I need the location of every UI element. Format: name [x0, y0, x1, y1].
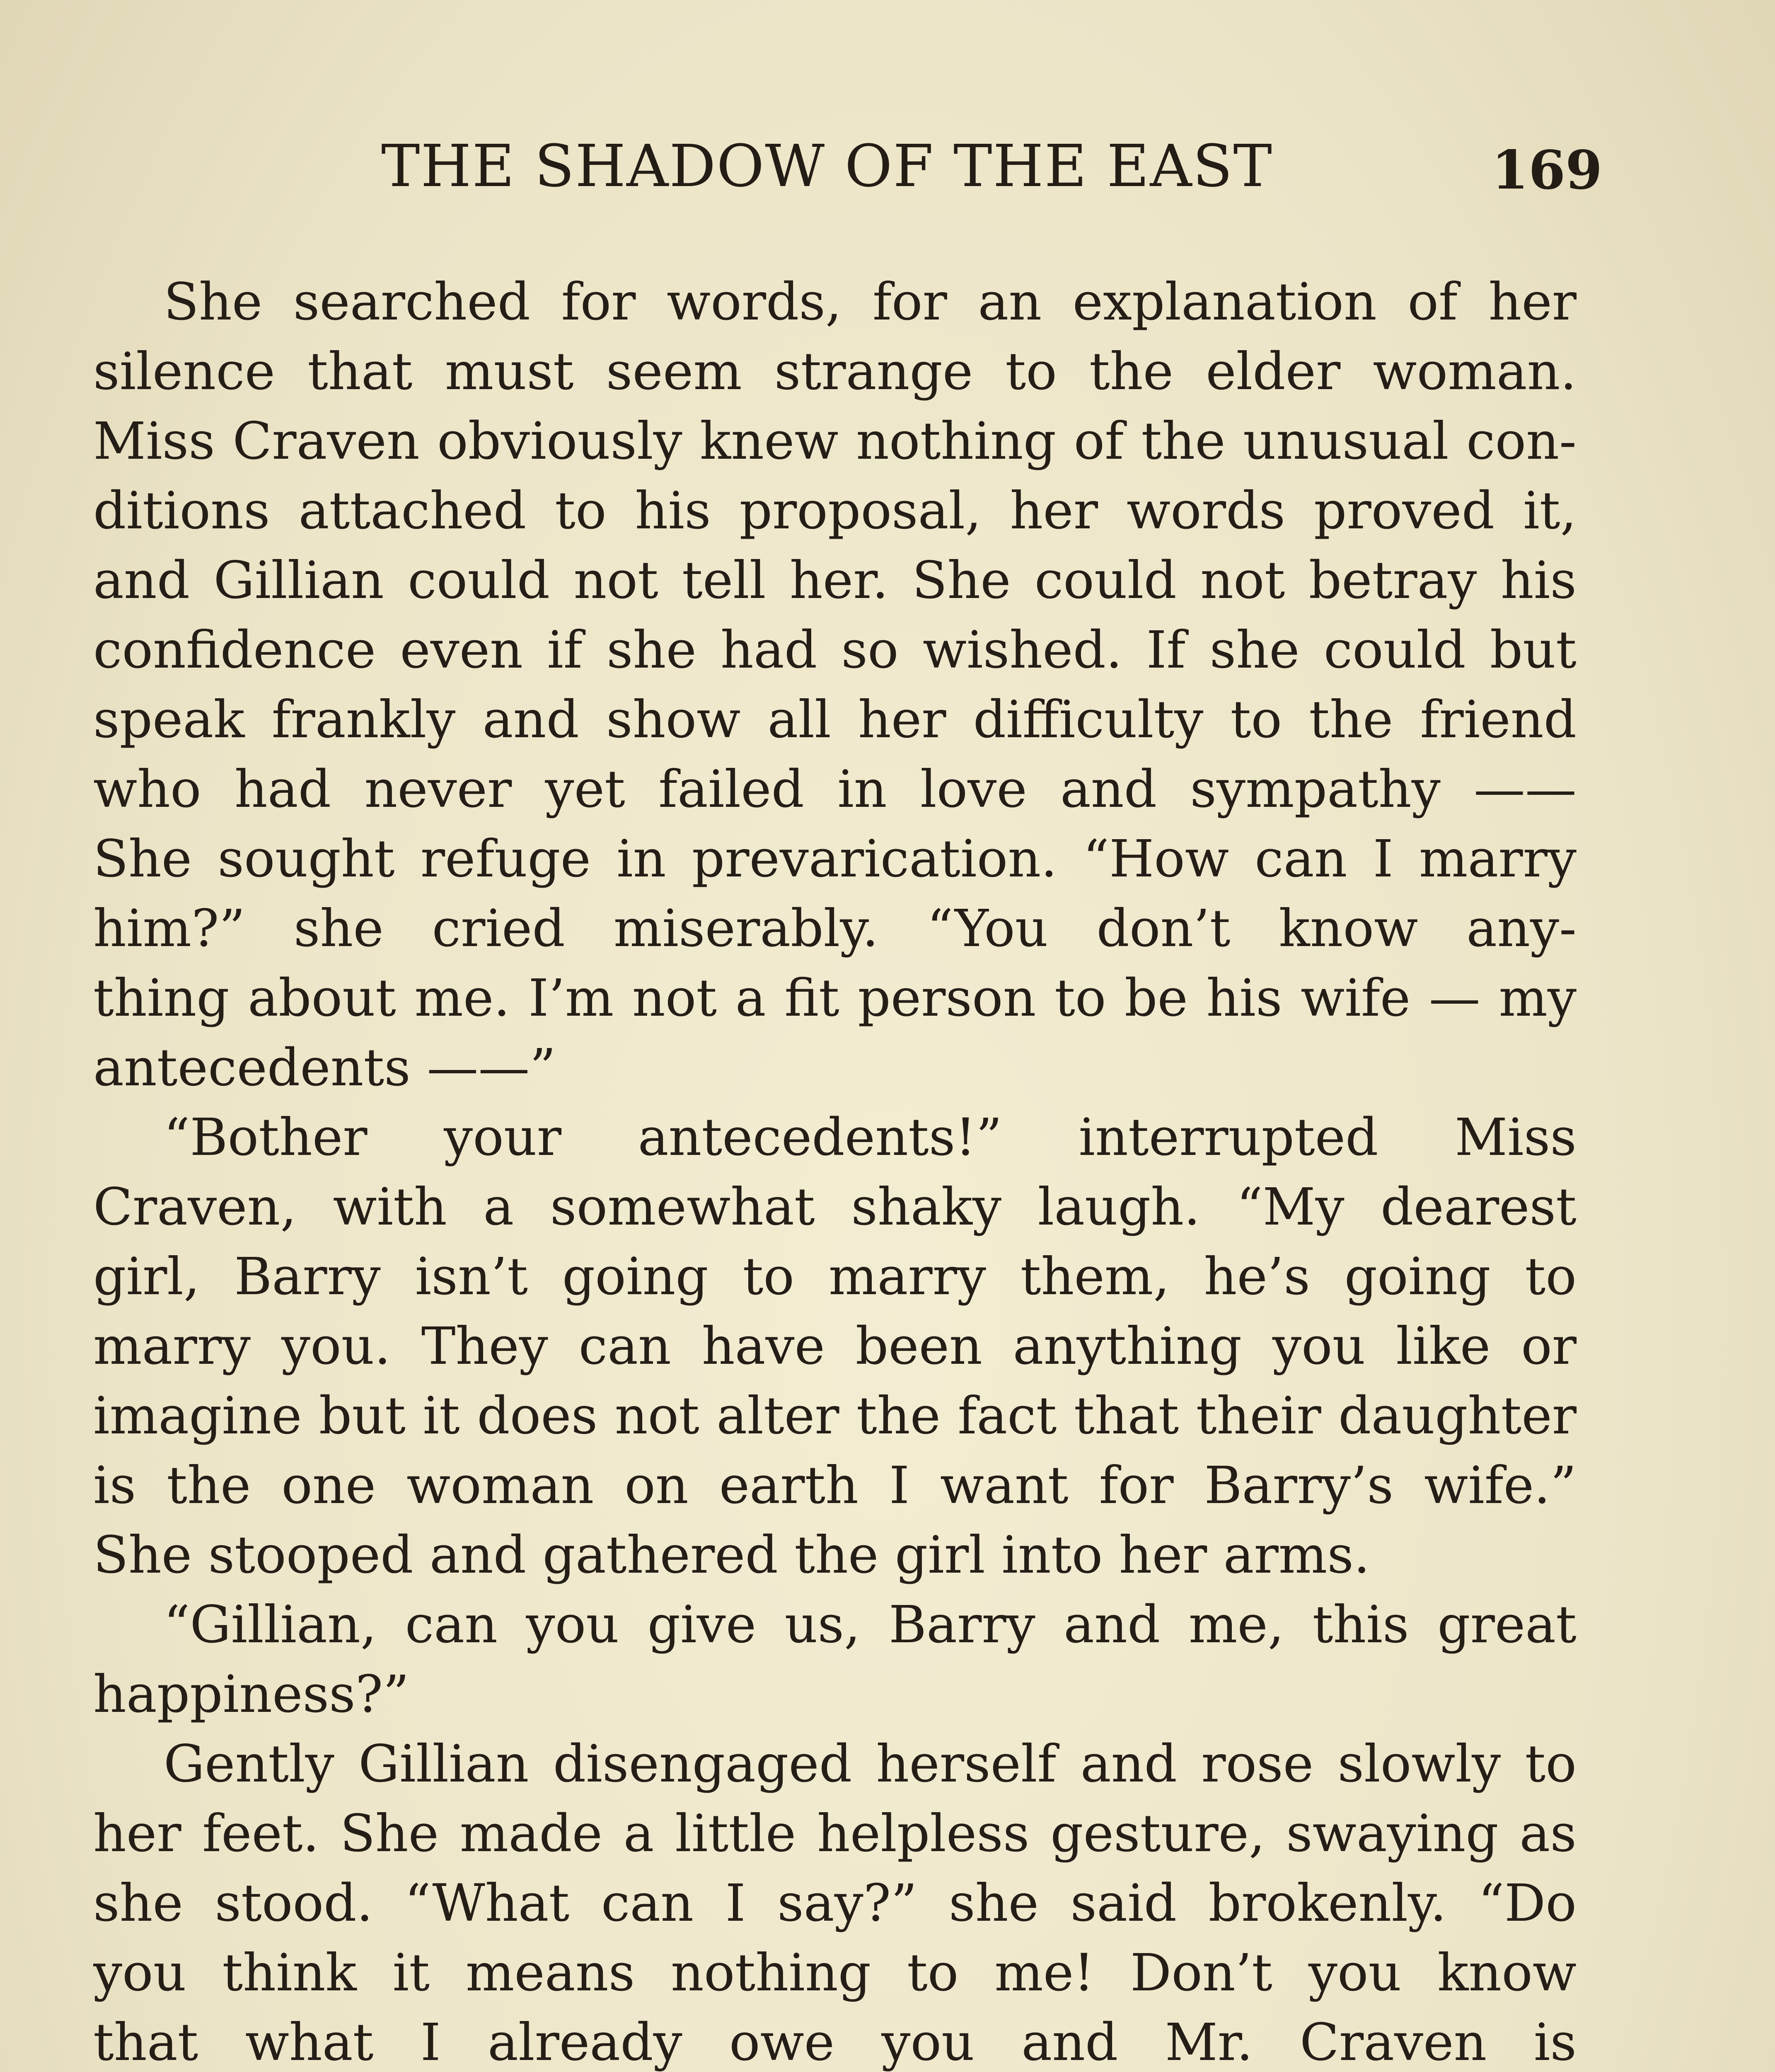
text-line: imagine but it does not alter the fact that their daughter	[93, 1386, 1577, 1446]
text-line: She sought refuge in prevarication. “How can I marry	[93, 829, 1577, 889]
text-line: “Bother your antecedents!” interrupted Miss	[164, 1108, 1577, 1167]
text-line: girl, Barry isn’t going to marry them, he’s going to	[93, 1247, 1577, 1307]
text-line: you think it means nothing to me! Don’t you know	[93, 1943, 1577, 2003]
text-line: she stood. “What can I say?” she said brokenly. “Do	[93, 1874, 1577, 1933]
text-line: ditions attached to his proposal, her words proved it,	[93, 481, 1577, 541]
text-line: She stooped and gathered the girl into her arms.	[93, 1525, 1370, 1585]
text-line: silence that must seem strange to the elder woman.	[93, 342, 1577, 402]
text-line: is the one woman on earth I want for Barry’s wife.”	[93, 1456, 1577, 1515]
text-line: confidence even if she had so wished. If she could but	[93, 620, 1577, 680]
text-line: speak frankly and show all her difficulty to the friend	[93, 690, 1577, 750]
text-line: antecedents ——”	[93, 1038, 556, 1098]
text-line: happiness?”	[93, 1665, 409, 1724]
body-text	[93, 267, 1577, 2072]
text-line: Miss Craven obviously knew nothing of the unusual con-	[93, 411, 1577, 471]
text-line: thing about me. I’m not a fit person to be his wife — my	[93, 968, 1577, 1028]
text-line: Gently Gillian disengaged herself and rose slowly to	[164, 1734, 1577, 1794]
text-line: Craven, with a somewhat shaky laugh. “My dearest	[93, 1177, 1577, 1237]
text-line: her feet. She made a little helpless gesture, swaying as	[93, 1804, 1577, 1864]
text-line: that what I already owe you and Mr. Craven is	[93, 2013, 1577, 2072]
text-line: She searched for words, for an explanation of her	[164, 272, 1577, 332]
text-line: marry you. They can have been anything you like or	[93, 1317, 1577, 1376]
page-number: 169	[1492, 139, 1603, 201]
text-line: and Gillian could not tell her. She could not betray his	[93, 551, 1577, 610]
text-line: who had never yet failed in love and sympathy ——	[93, 760, 1577, 819]
text-line: him?” she cried miserably. “You don’t know any-	[93, 899, 1577, 959]
running-title: THE SHADOW OF THE EAST	[381, 133, 1273, 200]
text-line: “Gillian, can you give us, Barry and me, this great	[164, 1595, 1577, 1655]
